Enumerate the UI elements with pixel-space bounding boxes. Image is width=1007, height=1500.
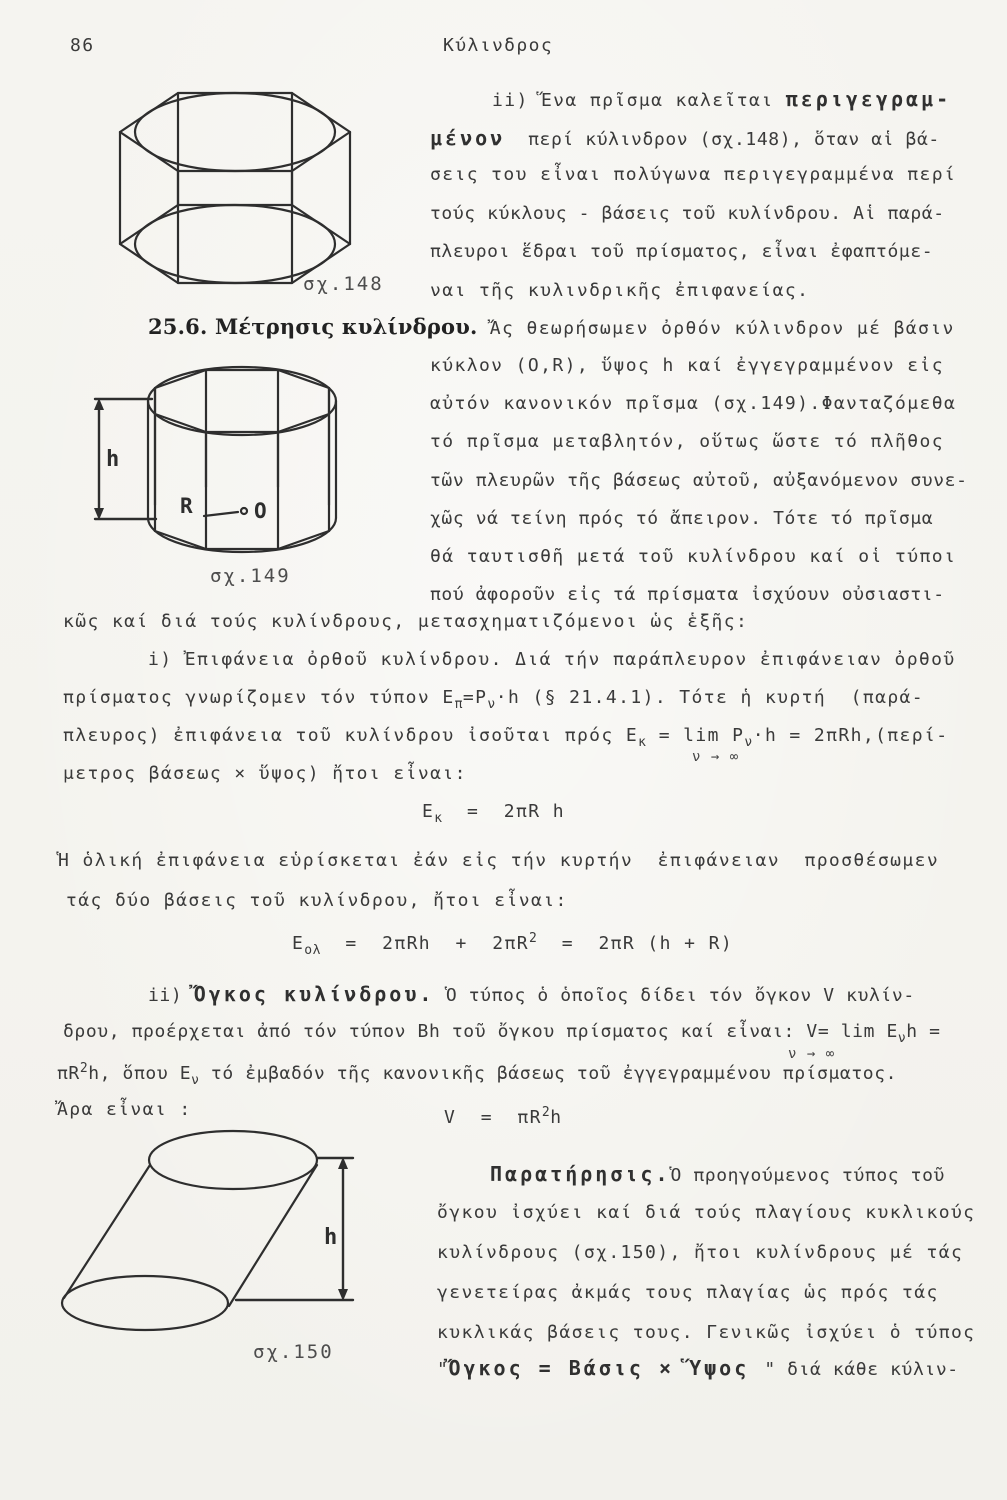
emphasis-circumscribed-2: μένον [430, 126, 506, 150]
figure-148-caption: σχ.148 [303, 273, 384, 295]
surface-line-5: Ἡ ὁλική ἐπιφάνεια εὑρίσκεται ἐάν εἰς τήν κυρτήν ἐπιφάνειαν προσθέσωμεν [58, 850, 940, 871]
surface-line-4: μετρος βάσεως × ὕψος) ἤτοι εἶναι: [63, 763, 467, 784]
intro-line-2: μένον περί κύλινδρον (σχ.148), ὅταν αἱ βά- [430, 126, 940, 150]
emphasis-circumscribed: περιγεγραμ- [785, 87, 952, 111]
page-number: 86 [70, 35, 95, 56]
section-heading-line: 25.6. Μέτρησις κυλίνδρου. Ἄς θεωρήσωμεν ὀρθόν κύλινδρον μέ βάσιν [148, 314, 955, 339]
intro-line-3: σεις του εἶναι πολύγωνα περιγεγραμμένα περί [430, 164, 957, 185]
fig149-height-label: h [106, 447, 120, 472]
intro-line-1: ii) Ἕνα πρῖσμα καλεῖται περιγεγραμ- [492, 87, 952, 111]
note-line-1: Παρατήρησις.Ὁ προηγούμενος τύπος τοῦ [490, 1162, 945, 1186]
figure-150-caption: σχ.150 [253, 1341, 334, 1363]
section-line-1: κύκλον (O,R), ὕψος h καί ἐγγεγραμμένον εἰς [430, 355, 944, 376]
figure-149-cylinder-inscribed-prism [80, 360, 372, 565]
note-line-4: γενετείρας ἀκμάς τους πλαγίας ὡς πρός τάς [437, 1282, 939, 1303]
note-line-5: κυκλικάς βάσεις τους. Γενικῶς ἰσχύει ὁ τύπος [437, 1322, 976, 1343]
section-line-5: χῶς νά τείνη πρός τό ἄπειρον. Τότε τό πρῖσμα [430, 508, 934, 529]
section-line-8: κῶς καί διά τούς κυλίνδρους, μετασχηματιζόμενοι ὡς ἑξῆς: [63, 611, 749, 632]
formula-volume: $V = \pi R^2h$ [444, 1105, 563, 1128]
limit-subscript-2: ν → ∞ [788, 1046, 836, 1062]
note-line-3: κυλίνδρους (σχ.150), ἤτοι κυλίνδρους μέ τάς [437, 1242, 964, 1263]
formula-total-surface: $E_{o\lambda} = 2\pi Rh + 2\pi R^2 = 2\pi R$ (h + R) [292, 931, 734, 958]
intro-line-4: τούς κύκλους - βάσεις τοῦ κυλίνδρου. Αἱ παρά- [430, 203, 945, 224]
emphasis-volume-heading: Ὄγκος κυλίνδρου. [193, 982, 435, 1006]
fig149-radius-label: R [180, 494, 193, 518]
intro-line-6: ναι τῆς κυλινδρικῆς ἐπιφανείας. [430, 280, 810, 301]
volume-line-4: Ἄρα εἶναι : [57, 1099, 192, 1120]
section-heading: 25.6. Μέτρησις κυλίνδρου. [148, 314, 478, 339]
emphasis-remark: Παρατήρησις. [490, 1162, 671, 1186]
figure-149-caption: σχ.149 [210, 565, 291, 587]
surface-line-6: τάς δύο βάσεις τοῦ κυλίνδρου, ἤτοι εἶναι: [66, 890, 568, 911]
section-line-2: αὐτόν κανονικόν πρῖσμα (σχ.149).Φανταζόμεθα [430, 393, 957, 414]
intro-line-5: πλευροι ἕδραι τοῦ πρίσματος, εἶναι ἐφαπτόμε- [430, 241, 934, 262]
surface-line-2: πρίσματος γνωρίζομεν τόν τύπον $E_\pi=P_\nu\cdot h$ (§ 21.4.1). Τότε ἡ κυρτή (παρά- [63, 687, 925, 712]
limit-subscript-1: ν → ∞ [692, 749, 740, 765]
volume-line-1: ii) Ὄγκος κυλίνδρου. Ὁ τύπος ὁ ὁποῖος δίδει τόν ὄγκον V κυλίν- [148, 982, 915, 1006]
figure-148-circumscribed-prism [110, 82, 362, 294]
emphasis-volume-formula: Ὄγκος = Βάσις × Ὕψος [448, 1356, 765, 1380]
note-line-6: "Ὄγκος = Βάσις × Ὕψος " διά κάθε κύλιν- [437, 1356, 959, 1380]
section-line-4: τῶν πλευρῶν τῆς βάσεως αὐτοῦ, αὐξανόμενον συνε- [430, 470, 968, 491]
fig150-height-label: h [324, 1225, 338, 1250]
page-title: Κύλινδρος [443, 35, 554, 56]
surface-line-1: i) Ἐπιφάνεια ὀρθοῦ κυλίνδρου. Διά τήν παράπλευρον ἐπιφάνειαν ὀρθοῦ [148, 649, 956, 670]
section-line-7: πού ἀφοροῦν εἰς τά πρίσματα ἰσχύουν οὐσιαστι- [430, 584, 945, 605]
section-line-6: θά ταυτισθῆ μετά τοῦ κυλίνδρου καί οἱ τύποι [430, 546, 957, 567]
surface-line-3: πλευρος) ἐπιφάνεια τοῦ κυλίνδρου ἰσοῦται πρός $E_\kappa = \lim P_\nu\cdot h = 2\pi Rh,(\pi\varepsilon\rho ί-$ [63, 725, 949, 750]
volume-line-2: δρου, προέρχεται ἀπό τόν τύπον Bh τοῦ ὄγκου πρίσματος καί εἶναι: $V= \lim E_\nu h$ = [63, 1021, 941, 1046]
fig149-center-label: O [254, 499, 267, 523]
section-line-3: τό πρῖσμα μεταβλητόν, οὕτως ὥστε τό πλῆθος [430, 431, 944, 452]
figure-150-oblique-cylinder [50, 1120, 370, 1342]
formula-lateral-surface: $E_\kappa = 2\pi R$ h [422, 801, 565, 826]
volume-line-3: $\pi R^2h$, ὅπου $E_\nu$ τό ἐμβαδόν τῆς κανονικῆς βάσεως τοῦ ἐγγεγραμμένου πρίσματος. [57, 1061, 898, 1088]
note-line-2: ὄγκου ἰσχύει καί διά τούς πλαγίους κυκλικούς [437, 1202, 976, 1223]
